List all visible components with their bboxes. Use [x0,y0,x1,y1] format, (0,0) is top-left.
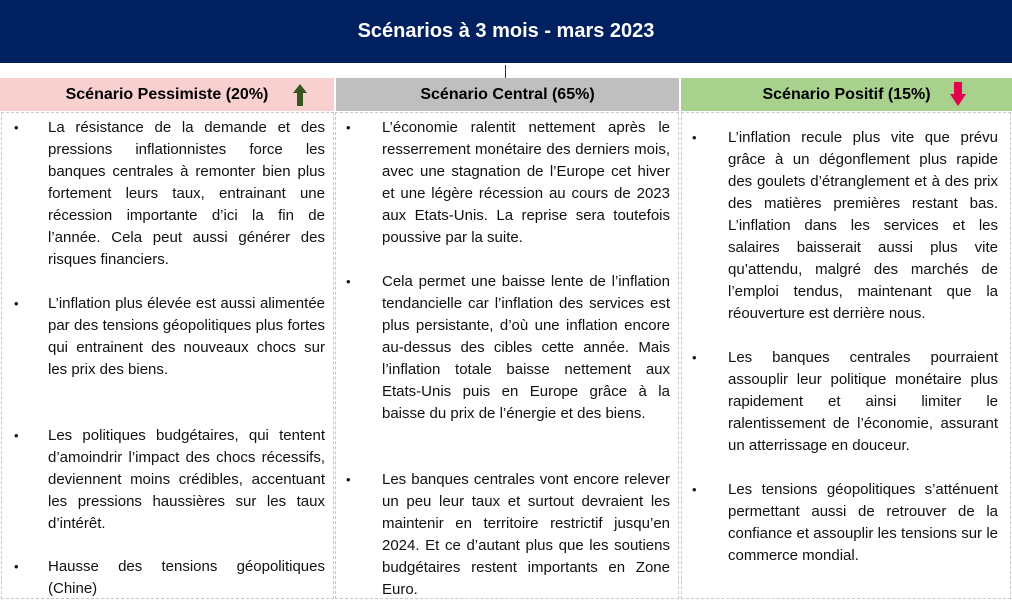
bullet-icon: • [14,120,19,135]
down-arrow-icon [949,81,967,107]
list-item: Les banques centrales vont encore relever un peu leur taux et surtout devraient les maintenir en territoire restrictif jusqu’en 2024. Et ce d’autant plus que les soutiens budgétaires restent importants en Zone Euro. [382,471,670,598]
list-item: La résistance de la demande et des pressions inflationnistes force les banques centrales à remonter bien plus fortement leurs taux, entrainant une récession importante d’ici la fin de l’année. Cela peut aussi générer des risques financiers. [48,119,325,268]
bullet-icon: • [14,296,19,311]
header-positif [681,78,1012,111]
column-pessimiste [1,112,334,599]
list-item: Hausse des tensions géopolitiques (Chine) [48,558,325,597]
connector-line [505,65,506,78]
column-positif [681,112,1011,599]
list-item: L’inflation plus élevée est aussi alimentée par des tensions géopolitiques plus fortes qui entrainent des nouveaux chocs sur les prix des biens. [48,295,325,378]
list-item: L’inflation recule plus vite que prévu grâce à un dégonflement plus rapide des goulets d’étranglement et à des prix des matières premières restant bas. L’inflation dans les services et les salaires baisserait aussi plus vite qu’attendu, malgré des marchés de l’emploi tendus, maintenant que la réouverture est derrière nous. [728,129,998,322]
header-positif-label: Scénario Positif (15%) [762,85,931,103]
header-central [336,78,679,111]
header-pessimiste [0,78,334,111]
bullet-icon: • [346,274,351,289]
bullet-icon: • [346,120,351,135]
list-item: Cela permet une baisse lente de l’inflation tendancielle car l’inflation des services est plus persistante, d’où une inflation encore au-dessus des cibles cette année. Mais l’inflation totale baisse nettement aux Etats-Unis puis en Europe grâce à la baisse du prix de l’énergie et des biens. [382,273,670,422]
list-item: Les banques centrales pourraient assouplir leur politique monétaire plus rapidement et ainsi limiter le ralentissement de l’économie, assurant un atterrissage en douceur. [728,349,998,454]
bullet-icon: • [692,350,697,365]
bullet-icon: • [692,130,697,145]
header-central-label: Scénario Central (65%) [420,85,595,103]
header-pessimiste-label: Scénario Pessimiste (20%) [65,85,269,103]
bullet-icon: • [346,472,351,487]
page-title: Scénarios à 3 mois - mars 2023 [357,20,655,42]
column-central [335,112,679,599]
up-arrow-icon [292,83,308,107]
title-banner [0,0,1012,63]
list-item: Les politiques budgétaires, qui tentent d’amoindrir l’impact des chocs récessifs, deviennent moins crédibles, accentuant les pressions haussières sur les taux d’intérêt. [48,427,325,532]
list-item: Les tensions géopolitiques s’atténuent permettant aussi de retrouver de la confiance et assouplir les tensions sur le commerce mondial. [728,481,998,564]
bullet-icon: • [692,482,697,497]
list-item: L’économie ralentit nettement après le resserrement monétaire des derniers mois, avec une stagnation de l’Europe cet hiver et une légère récession au cours de 2023 aux Etats-Unis. La reprise sera toutefois poussive par la suite. [382,119,670,246]
bullet-icon: • [14,559,19,574]
bullet-icon: • [14,428,19,443]
